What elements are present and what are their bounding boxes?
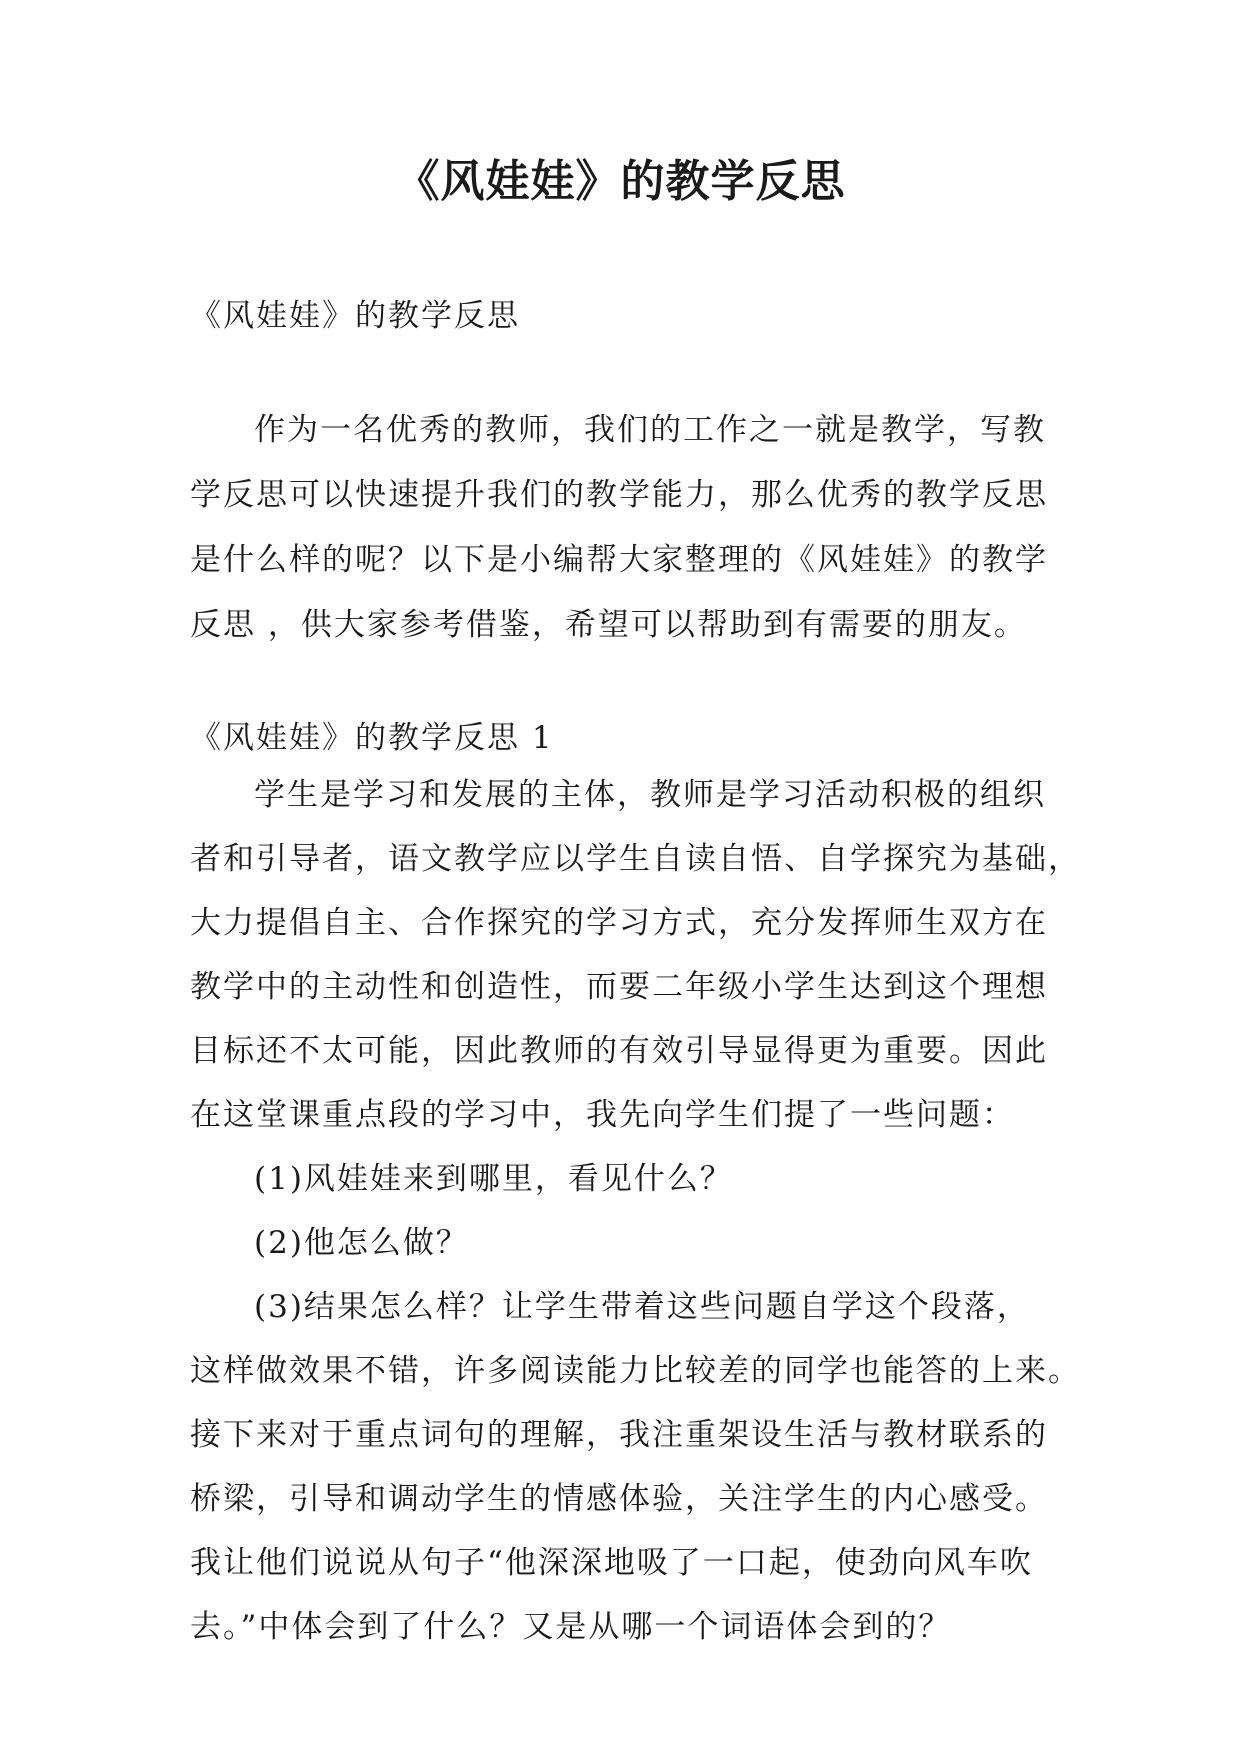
body-line: 接下来对于重点词句的理解，我注重架设生活与教材联系的 [190,1417,1048,1453]
body-line: 在这堂课重点段的学习中，我先向学生们提了一些问题： [190,1097,1015,1133]
document-title: 《风娃娃》的教学反思 [395,156,846,207]
question-item: (2)他怎么做？ [254,1225,469,1261]
body-line: 这样做效果不错，许多阅读能力比较差的同学也能答的上来。 [190,1353,1081,1389]
body-line: 目标还不太可能，因此教师的有效引导显得更为重要。因此 [190,1033,1048,1069]
body-line: 我让他们说说从句子“他深深地吸了一口起，使劲向风车吹 [190,1545,1033,1581]
body-line: 者和引导者，语文教学应以学生自读自悟、自学探究为基础， [190,841,1081,877]
intro-line: 学反思可以快速提升我们的教学能力，那么优秀的教学反思 [190,477,1048,513]
body-line: 学生是学习和发展的主体，教师是学习活动积极的组织 [254,777,1046,813]
question-item: (3)结果怎么样？让学生带着这些问题自学这个段落， [254,1289,1030,1325]
body-line: 教学中的主动性和创造性，而要二年级小学生达到这个理想 [190,969,1048,1005]
intro-line: 反思 ，供大家参考借鉴，希望可以帮助到有需要的朋友。 [190,607,1027,643]
intro-line: 是什么样的呢？以下是小编帮大家整理的《风娃娃》的教学 [190,542,1048,578]
question-item: (1)风娃娃来到哪里，看见什么？ [254,1161,733,1197]
document-subtitle: 《风娃娃》的教学反思 [190,298,520,334]
intro-line: 作为一名优秀的教师，我们的工作之一就是教学，写教 [254,412,1046,448]
body-line: 大力提倡自主、合作探究的学习方式，充分发挥师生双方在 [190,905,1048,941]
section-heading: 《风娃娃》的教学反思 1 [190,720,554,756]
body-line: 去。”中体会到了什么？又是从哪一个词语体会到的？ [190,1609,952,1645]
body-line: 桥梁，引导和调动学生的情感体验，关注学生的内心感受。 [190,1481,1048,1517]
